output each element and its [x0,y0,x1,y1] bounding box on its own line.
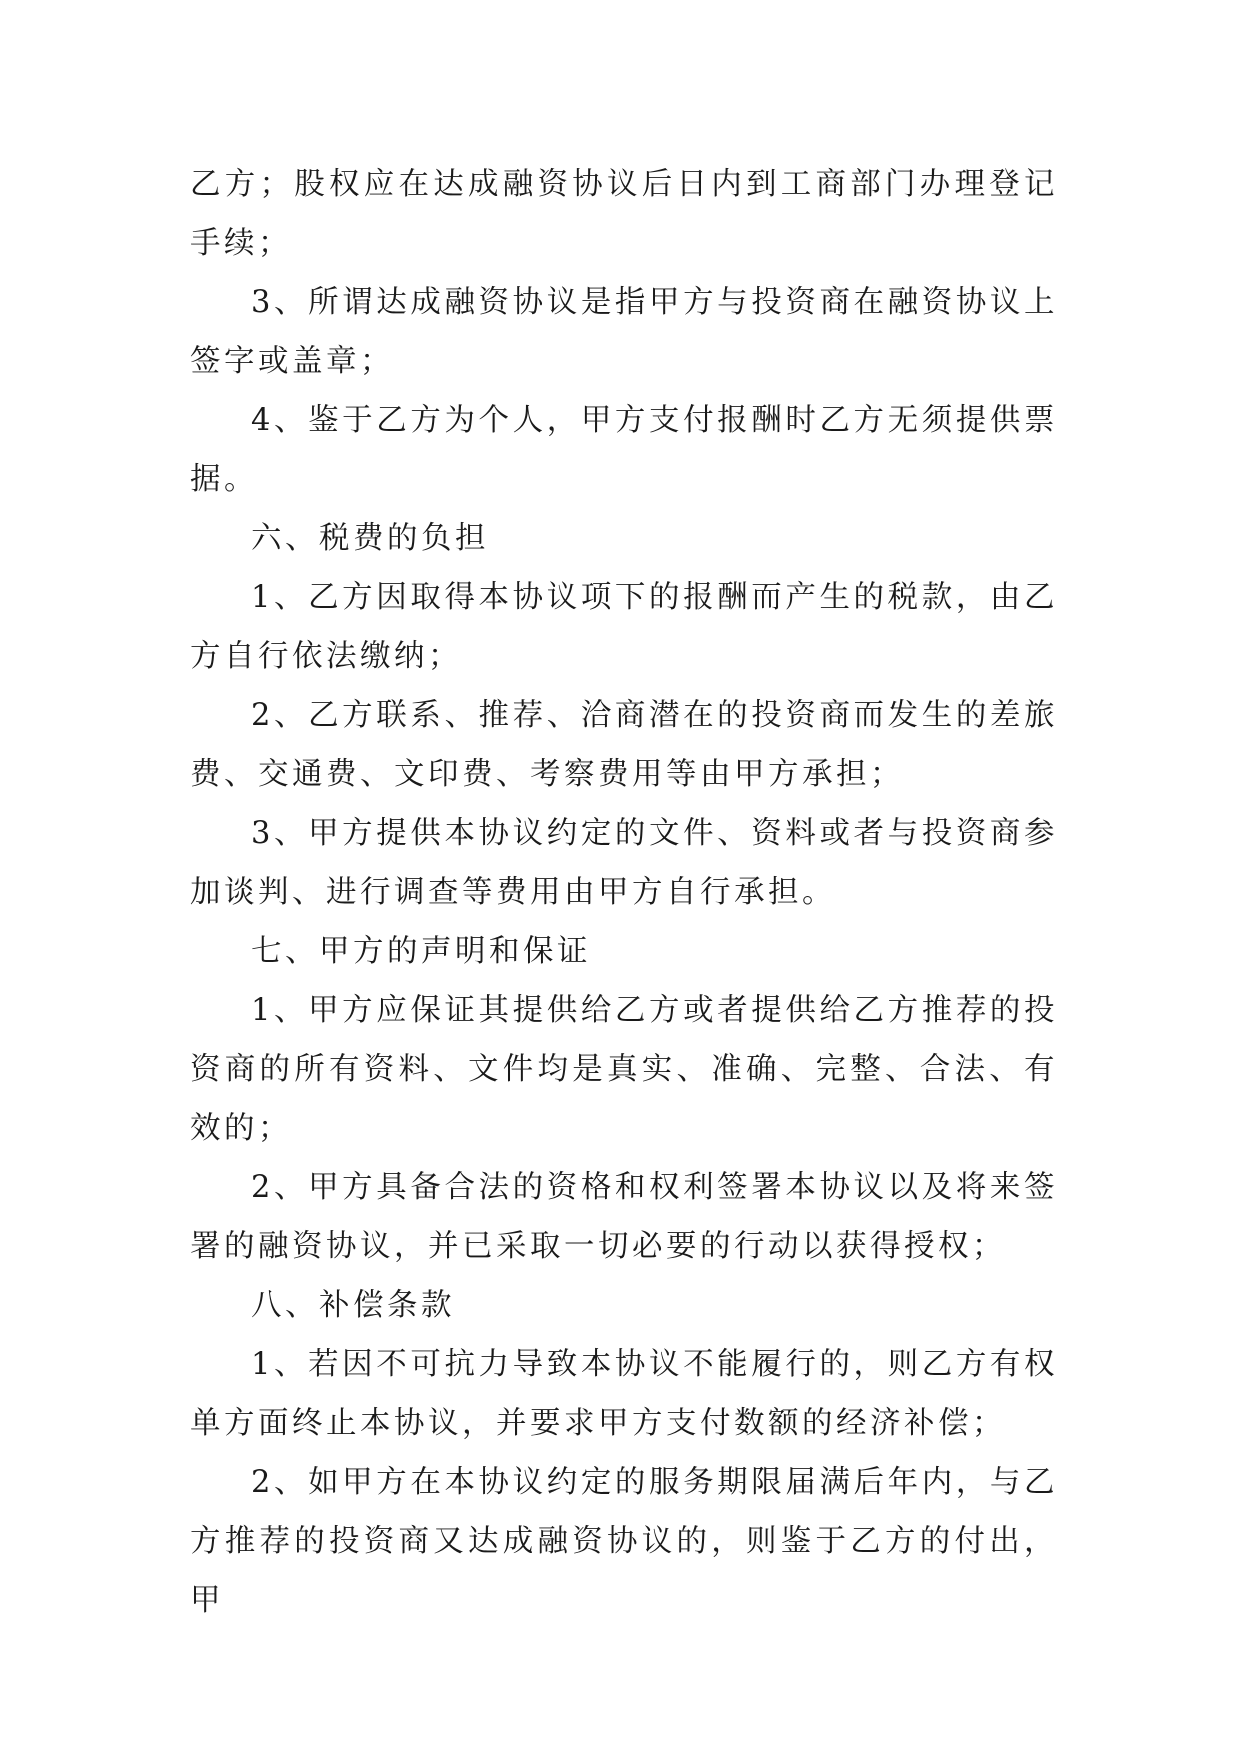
clause-7-1: 1、甲方应保证其提供给乙方或者提供给乙方推荐的投资商的所有资料、文件均是真实、准确、完整、合法、有效的； [190,993,1058,1146]
clause-5-4: 4、鉴于乙方为个人，甲方支付报酬时乙方无须提供票据。 [190,403,1058,497]
clause-7-2: 2、甲方具备合法的资格和权利签署本协议以及将来签署的融资协议，并已采取一切必要的行动以获得授权； [190,1170,1058,1264]
clause-6-3: 3、甲方提供本协议约定的文件、资料或者与投资商参加谈判、进行调查等费用由甲方自行承担。 [190,816,1058,910]
paragraph-continuation: 乙方；股权应在达成融资协议后日内到工商部门办理登记手续； [190,167,1058,261]
clause-6-2: 2、乙方联系、推荐、洽商潜在的投资商而发生的差旅费、交通费、文印费、考察费用等由甲方承担； [190,698,1058,792]
clause-8-1: 1、若因不可抗力导致本协议不能履行的，则乙方有权单方面终止本协议，并要求甲方支付数额的经济补偿； [190,1347,1058,1441]
clause-8-2: 2、如甲方在本协议约定的服务期限届满后年内，与乙方推荐的投资商又达成融资协议的，则鉴于乙方的付出，甲 [190,1465,1058,1618]
section-heading-7: 七、甲方的声明和保证 [251,934,591,969]
section-heading-6: 六、税费的负担 [251,521,489,556]
clause-6-1: 1、乙方因取得本协议项下的报酬而产生的税款，由乙方自行依法缴纳； [190,580,1058,674]
clause-5-3: 3、所谓达成融资协议是指甲方与投资商在融资协议上签字或盖章； [190,285,1058,379]
section-heading-8: 八、补偿条款 [251,1288,455,1323]
document-body [190,155,1058,1630]
